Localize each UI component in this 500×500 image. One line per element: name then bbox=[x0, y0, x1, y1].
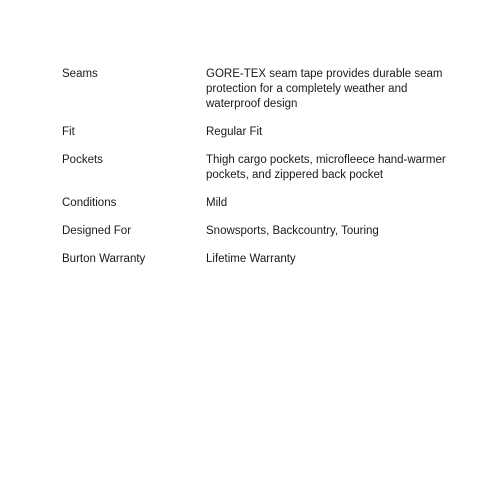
spec-label: Burton Warranty bbox=[62, 253, 146, 265]
spec-row-conditions bbox=[62, 196, 462, 211]
spec-row-designed-for bbox=[62, 224, 462, 239]
spec-row-warranty bbox=[62, 252, 462, 267]
spec-row-pockets bbox=[62, 153, 462, 183]
spec-value: Mild bbox=[206, 197, 228, 209]
spec-label: Fit bbox=[62, 126, 75, 138]
spec-row-fit bbox=[62, 125, 462, 140]
spec-table bbox=[62, 67, 462, 267]
spec-label: Designed For bbox=[62, 225, 132, 237]
spec-value: Snowsports, Backcountry, Touring bbox=[206, 225, 379, 237]
spec-value: Lifetime Warranty bbox=[206, 253, 296, 265]
spec-label: Conditions bbox=[62, 197, 117, 209]
spec-label: Pockets bbox=[62, 154, 103, 166]
spec-value: Thigh cargo pockets, microfleece hand-warmer pockets, and zippered back pocket bbox=[206, 154, 446, 181]
spec-value: GORE-TEX seam tape provides durable seam protection for a completely weather and waterproof design bbox=[206, 68, 443, 110]
spec-row-seams bbox=[62, 67, 462, 112]
spec-value: Regular Fit bbox=[206, 126, 263, 138]
spec-label: Seams bbox=[62, 68, 98, 80]
